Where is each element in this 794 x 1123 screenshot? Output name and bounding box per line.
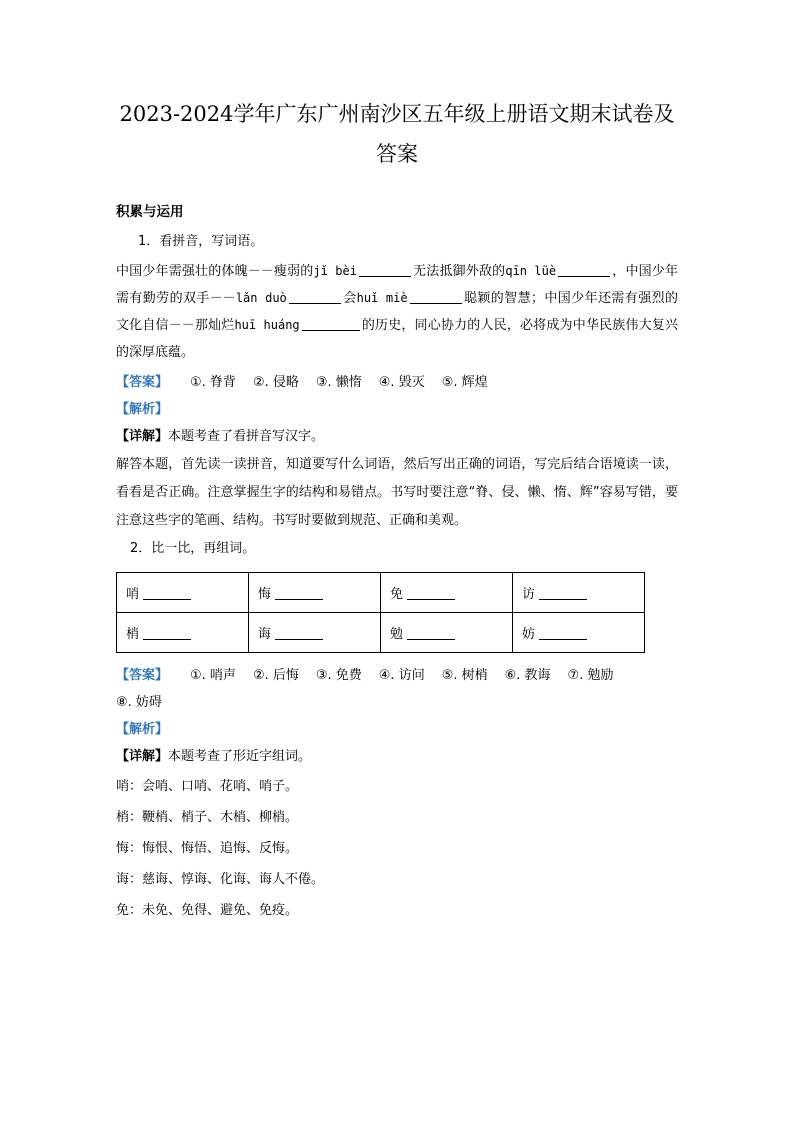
detail-label: 【详解】: [116, 429, 169, 444]
question-1-detail-body: 解答本题，首先读一读拼音，知道要写什么词语，然后写出正确的词语，写完后结合语境读一读，看看是否正确。注意掌握生字的结构和易错点。书写时要注意“脊、侵、懒、惰、辉”容易写错，要注意这些字的笔画、结构。书写时要做到规范、正确和美观。: [116, 457, 678, 528]
answer-item: ③. 懒惰: [315, 375, 362, 390]
answer-item: ⑧. 妨碍: [116, 695, 162, 710]
table-cell[interactable]: [249, 573, 381, 613]
cell-character: 诲: [258, 627, 272, 642]
answer-label: 【答案】: [116, 375, 169, 390]
answer-item: ④. 毁灭: [378, 375, 425, 390]
detail-head-text: 本题考查了形近字组词。: [168, 749, 312, 764]
example-line: 诲：慈诲、惇诲、化诲、诲人不倦。: [116, 872, 325, 887]
question-1-stem: 1．看拼音，写词语。: [138, 234, 264, 249]
cell-answer-blank[interactable]: [407, 587, 455, 600]
answer-item: ⑤. 辉煌: [441, 375, 488, 390]
answer-blank[interactable]: [302, 317, 360, 331]
cell-answer-blank[interactable]: [275, 627, 323, 640]
cell-character: 哨: [126, 587, 140, 602]
table-cell[interactable]: [381, 613, 513, 653]
document-content: [116, 94, 678, 926]
cell-character: 悔: [258, 587, 272, 602]
answer-blank[interactable]: [410, 290, 462, 304]
detail-label: 【详解】: [116, 749, 169, 764]
pinyin-3: lǎn duò: [235, 291, 287, 305]
question-1-passage: [116, 258, 678, 366]
question-1-analysis-label-row: [116, 396, 678, 423]
answer-blank[interactable]: [359, 263, 411, 277]
cell-character: 梢: [126, 627, 140, 642]
analysis-label: 【解析】: [116, 402, 169, 417]
answer-item: ⑦. 勉励: [567, 668, 614, 683]
table-row: [117, 613, 645, 653]
passage-text-1: 中国少年需强壮的体魄－－瘦弱的: [116, 264, 314, 279]
cell-answer-blank[interactable]: [539, 627, 587, 640]
passage-text-6: 的历史，同心协力的人民，必将成为中华民族伟大复兴的深厚底蕴。: [116, 318, 678, 360]
example-line: 免：未免、免得、避免、免疫。: [116, 903, 299, 918]
question-2-answer-row: [116, 662, 678, 716]
passage-text-3: ，中国少年需有勤劳的双手－－: [116, 264, 678, 306]
answer-item: ①. 脊背: [190, 375, 236, 390]
analysis-label: 【解析】: [116, 722, 169, 737]
table-cell[interactable]: [117, 573, 249, 613]
cell-character: 妨: [522, 627, 536, 642]
answer-item: ④. 访问: [378, 668, 425, 683]
answer-blank[interactable]: [558, 263, 610, 277]
answer-item: ⑤. 树梢: [441, 668, 488, 683]
pinyin-2: qīn lüè: [505, 264, 557, 278]
detail-head-text: 本题考查了看拼音写汉字。: [168, 429, 325, 444]
section-heading-accumulation: 积累与运用: [116, 204, 184, 220]
table-cell[interactable]: [513, 573, 645, 613]
question-2-stem: 2．比一比，再组词。: [130, 541, 256, 556]
question-2-detail-head-row: [116, 743, 678, 771]
cell-answer-blank[interactable]: [275, 587, 323, 600]
table-cell[interactable]: [381, 573, 513, 613]
answer-item: ①. 哨声: [190, 668, 236, 683]
cell-character: 访: [522, 587, 536, 602]
answer-item: ③. 免费: [315, 668, 362, 683]
table-cell[interactable]: [249, 613, 381, 653]
cell-answer-blank[interactable]: [539, 587, 587, 600]
answer-blank[interactable]: [289, 290, 341, 304]
table-cell[interactable]: [117, 613, 249, 653]
answer-item: ⑥. 教诲: [504, 668, 551, 683]
table-cell[interactable]: [513, 613, 645, 653]
cell-character: 免: [390, 587, 404, 602]
word-building-table: [116, 572, 645, 653]
example-line: 哨：会哨、口哨、花哨、哨子。: [116, 779, 299, 794]
passage-text-4: 会: [342, 291, 357, 306]
table-row: [117, 573, 645, 613]
question-1-answer-row: [116, 369, 678, 396]
passage-text-2: 无法抵御外敌的: [412, 264, 506, 279]
pinyin-4: huǐ miè: [356, 291, 408, 305]
answer-item: ②. 后悔: [252, 668, 299, 683]
cell-answer-blank[interactable]: [143, 627, 191, 640]
example-line: 悔：悔恨、悔悟、追悔、反悔。: [116, 841, 299, 856]
cell-answer-blank[interactable]: [143, 587, 191, 600]
question-2-analysis-label-row: [116, 716, 678, 743]
pinyin-1: jǐ bèi: [313, 264, 357, 278]
answer-label: 【答案】: [116, 668, 169, 683]
answer-item: ②. 侵略: [252, 375, 299, 390]
cell-character: 勉: [390, 627, 404, 642]
cell-answer-blank[interactable]: [407, 627, 455, 640]
passage-text-5: 聪颖的智慧；中国少年还需有强烈的文化自信－－那灿烂: [116, 291, 678, 333]
page-title: 2023-2024学年广东广州南沙区五年级上册语文期末试卷及答案: [119, 102, 675, 166]
example-line: 梢：鞭梢、梢子、木梢、柳梢。: [116, 810, 299, 825]
question-1-detail-head-row: [116, 423, 678, 451]
pinyin-5: huī huáng: [234, 318, 300, 332]
